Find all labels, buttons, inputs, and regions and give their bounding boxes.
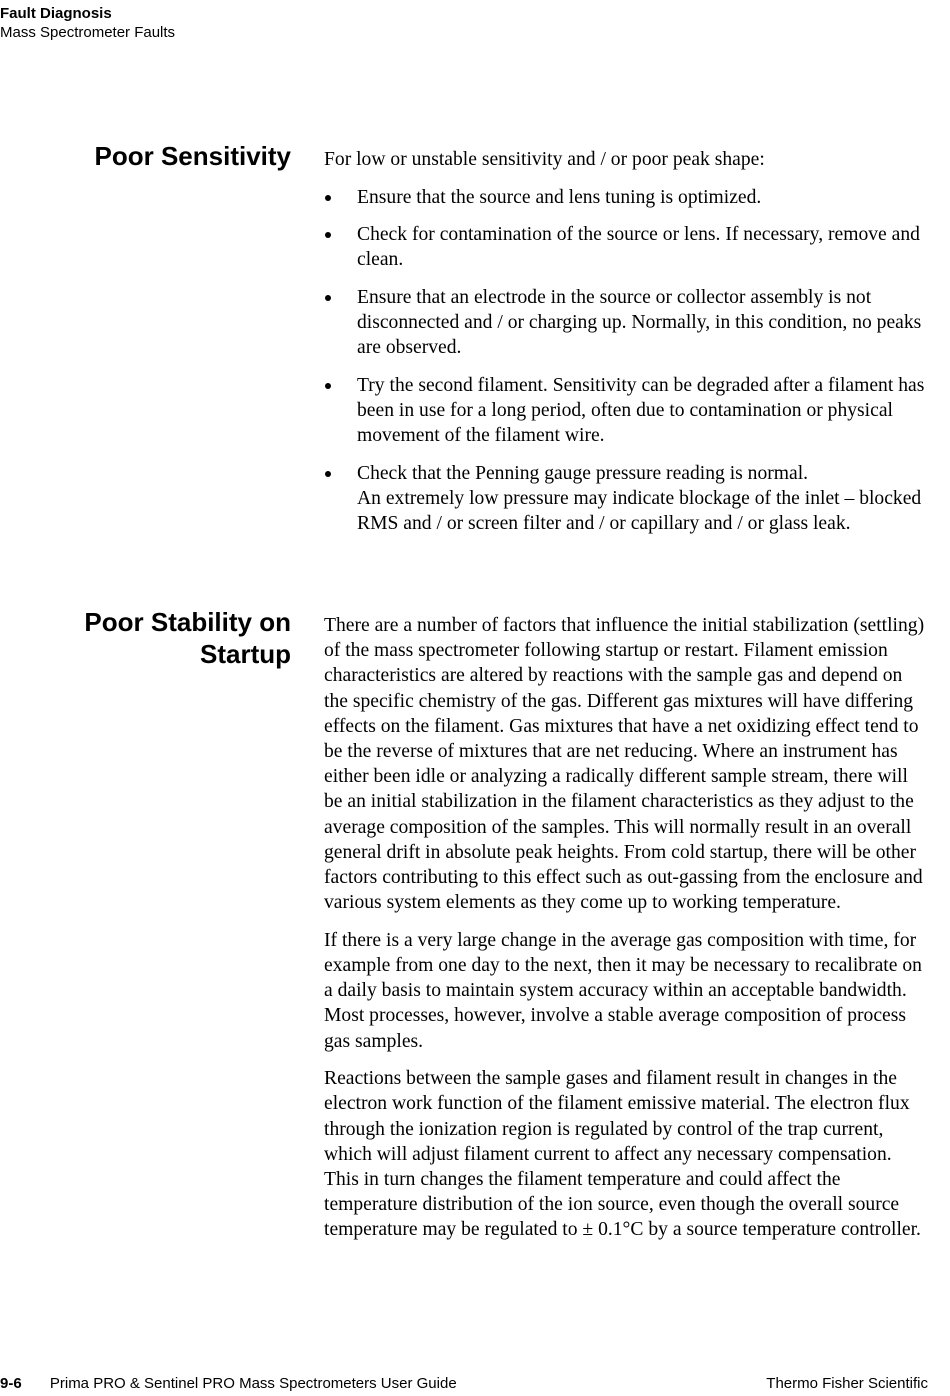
heading-line: Startup xyxy=(200,639,291,669)
bullet-icon xyxy=(325,195,331,201)
list-item xyxy=(324,373,930,449)
running-header xyxy=(0,4,175,42)
list-item-text: Check for contamination of the source or lens. If necessary, remove and clean. xyxy=(357,224,920,271)
guide-title: Prima PRO & Sentinel PRO Mass Spectrometers User Guide xyxy=(49,1375,457,1392)
bullet-icon xyxy=(325,471,331,477)
list-item-text: Ensure that an electrode in the source or collector assembly is not disconnected and / or charging up. Normally, in this condition, no peaks are observed. xyxy=(357,286,922,359)
list-item xyxy=(324,222,930,272)
paragraph: Reactions between the sample gases and filament result in changes in the electron work function of the filament emissive material. The electron flux through the ionization region is regulated by control of the trap current, which will adjust filament current to affect any necessary compensation. This in turn changes the filament temperature and could affect the temperature distribution of the ion source, even though the overall source temperature may be regulated to ± 0.1°C by a source temperature controller. xyxy=(324,1068,921,1241)
poor-sensitivity-body xyxy=(324,147,930,549)
bullet-icon xyxy=(325,232,331,238)
list-item-text-continued: An extremely low pressure may indicate blockage of the inlet – blocked RMS and / or screen filter and / or capillary and / or glass leak. xyxy=(357,488,922,535)
heading-line: Poor Stability on xyxy=(84,607,291,637)
poor-stability-body xyxy=(324,613,930,1255)
list-item xyxy=(324,185,930,210)
list-item xyxy=(324,461,930,537)
poor-stability-heading xyxy=(11,606,291,670)
list-item-text: Check that the Penning gauge pressure reading is normal. xyxy=(357,462,809,484)
poor-sensitivity-list xyxy=(324,185,930,537)
list-item-text: Try the second filament. Sensitivity can be degraded after a filament has been in use for a long period, often due to contamination or physical movement of the filament wire. xyxy=(357,374,925,447)
page-number: 9-6 xyxy=(0,1375,22,1392)
poor-sensitivity-heading: Poor Sensitivity xyxy=(94,141,291,171)
list-item xyxy=(324,285,930,361)
paragraph: There are a number of factors that influence the initial stabilization (settling) of the mass spectrometer following startup or restart. Filament emission characteristics are altered by reactions with the sample gas and depend on the specific chemistry of the gas. Different gas mixtures will have differing effects on the filament. Gas mixtures that have a net oxidizing effect tend to be the reverse of mixtures that are net reducing. Where an instrument has either been idle or analyzing a radically different sample stream, there will be an initial stabilization in the filament characteristics as they adjust to the average composition of the samples. This will normally result in an overall general drift in absolute peak heights. From cold startup, there will be other factors contributing to this effect such as out-gassing from the enclosure and various system elements as they come up to working temperature. xyxy=(324,615,925,914)
publisher-name: Thermo Fisher Scientific xyxy=(766,1375,928,1392)
bullet-icon xyxy=(325,383,331,389)
bullet-icon xyxy=(325,295,331,301)
chapter-title: Fault Diagnosis xyxy=(0,5,112,22)
poor-sensitivity-intro: For low or unstable sensitivity and / or poor peak shape: xyxy=(324,149,765,170)
section-title: Mass Spectrometer Faults xyxy=(0,24,176,41)
paragraph: If there is a very large change in the average gas composition with time, for example from one day to the next, then it may be necessary to recalibrate on a daily basis to maintain system accuracy within an acceptable bandwidth. Most processes, however, involve a stable average composition of process gas samples. xyxy=(324,929,922,1052)
running-footer xyxy=(0,1374,928,1393)
list-item-text: Ensure that the source and lens tuning is optimized. xyxy=(357,186,762,208)
